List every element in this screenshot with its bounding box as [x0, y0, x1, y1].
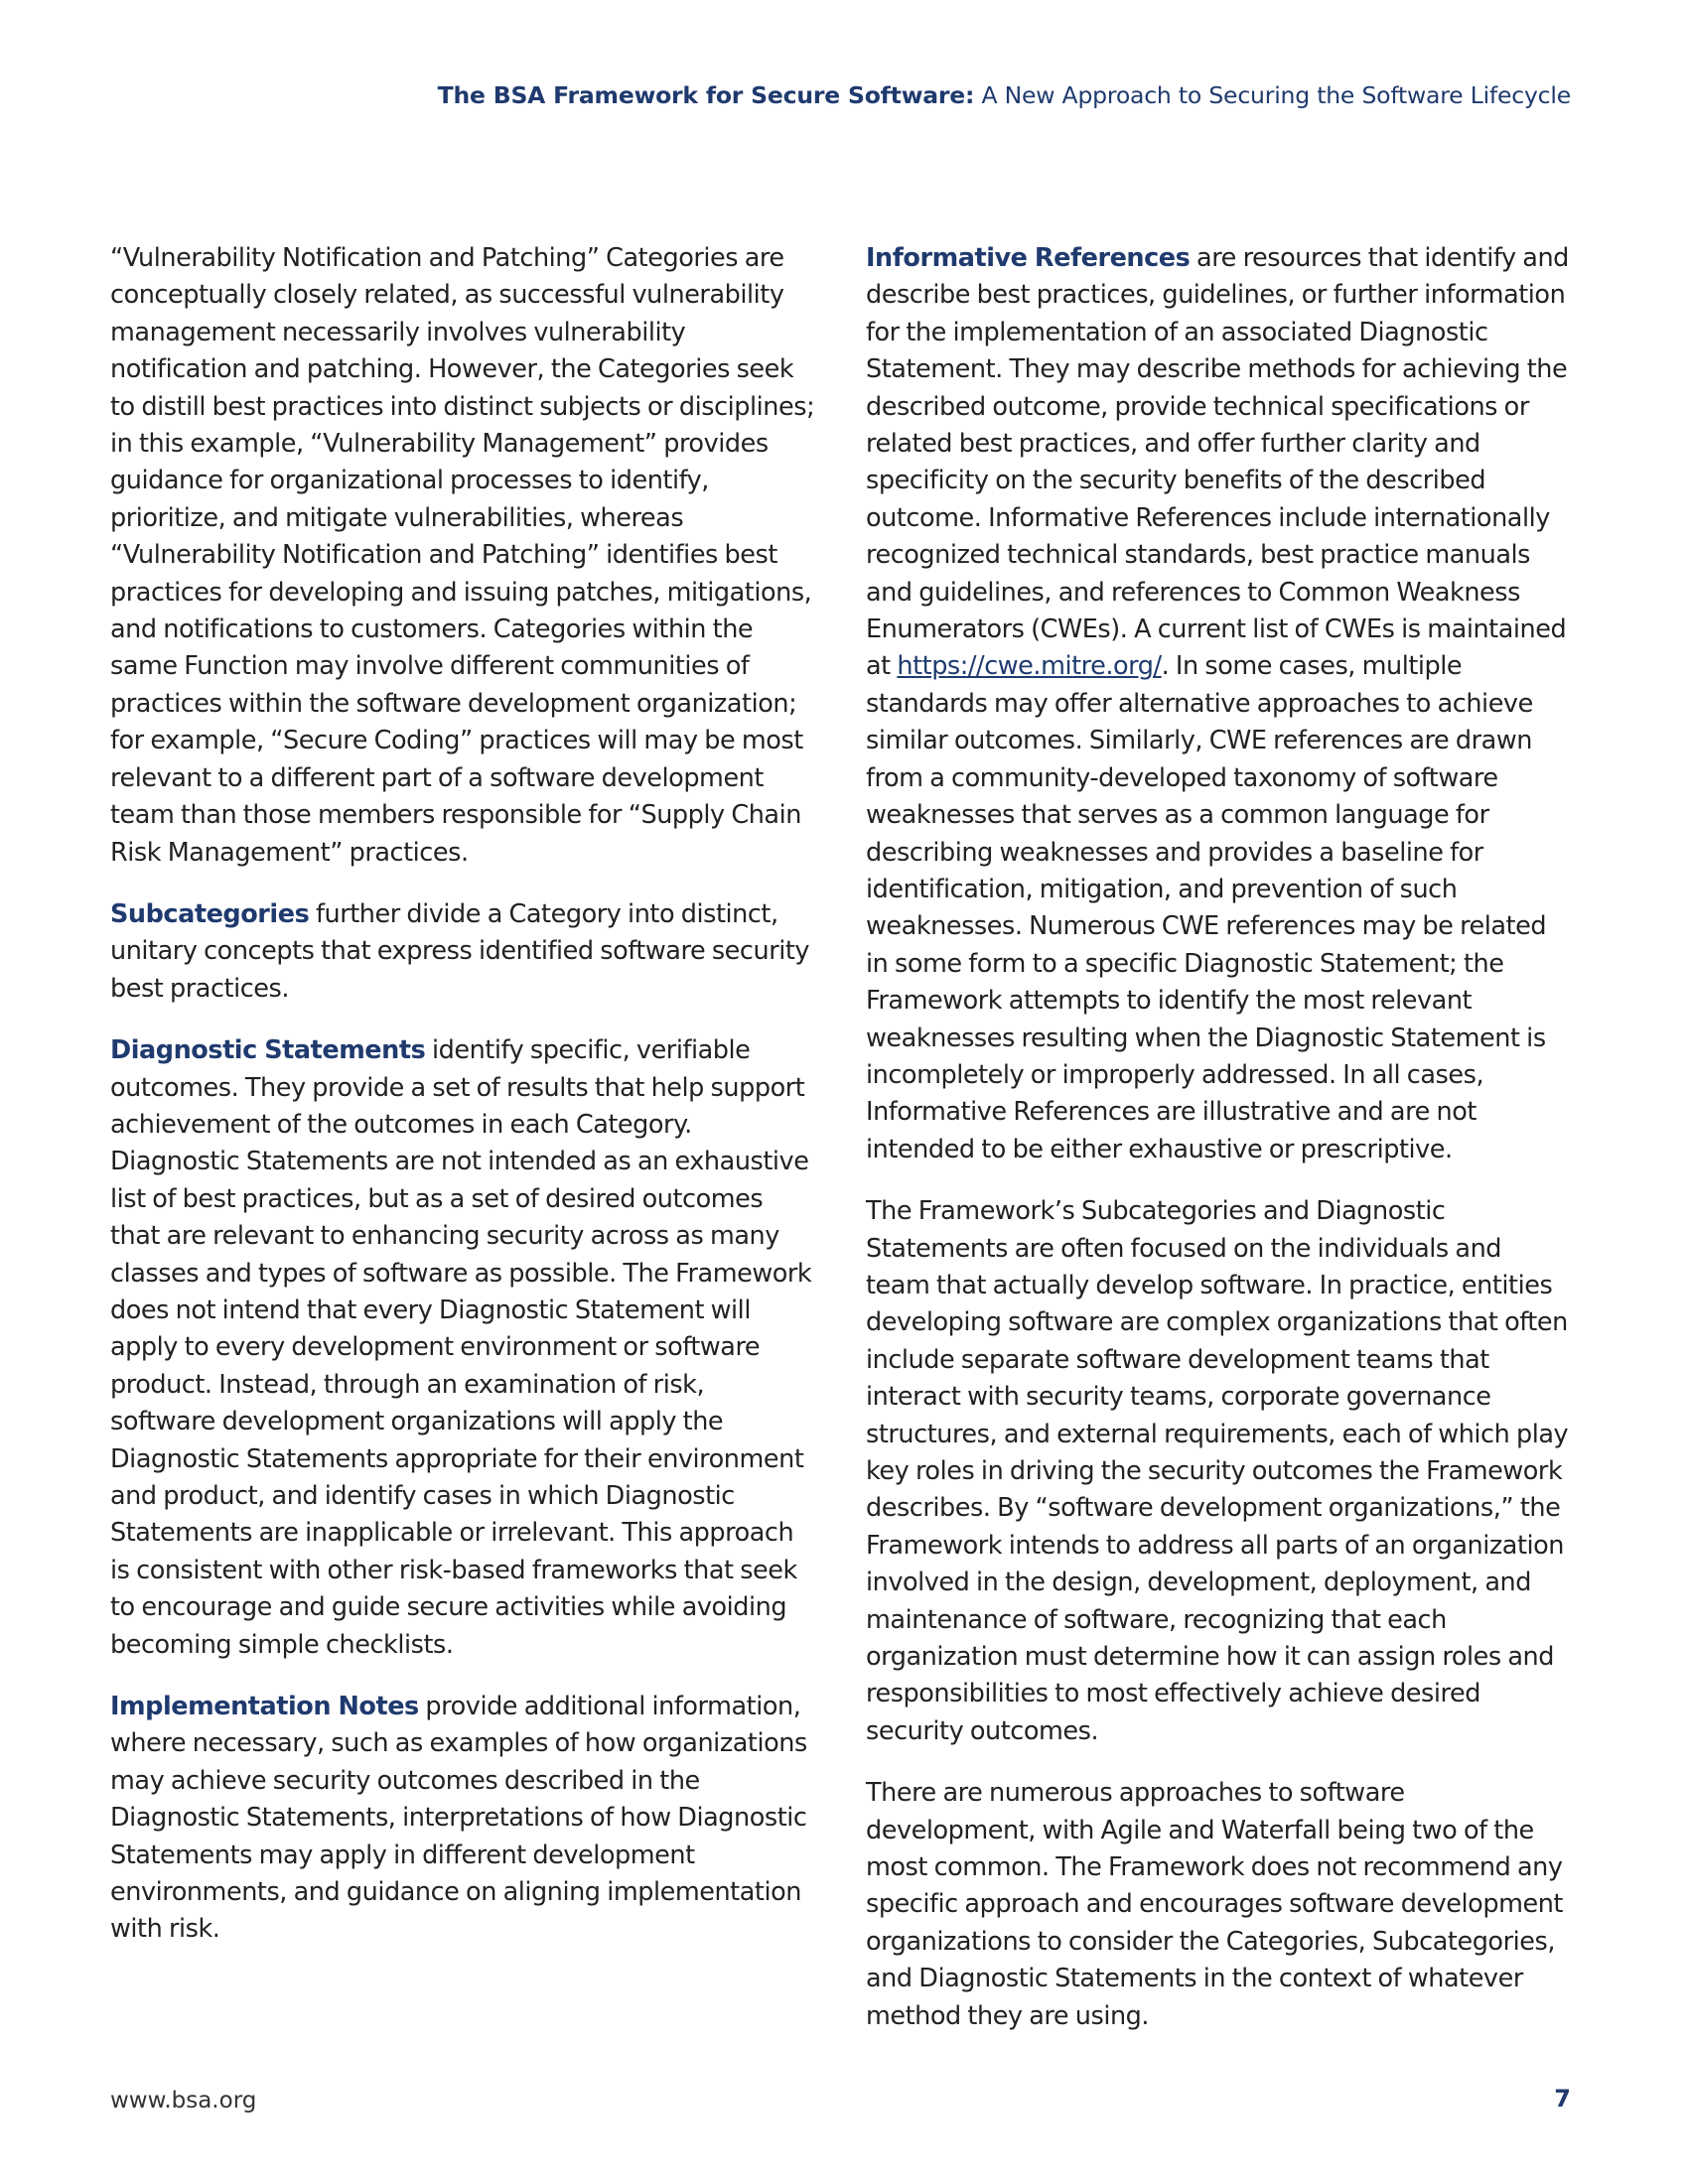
paragraph: [110, 896, 815, 1008]
left-column: [110, 240, 815, 1974]
paragraph: [110, 1689, 815, 1949]
paragraph: There are numerous approaches to software development, with Agile and Waterfall being two of the most common. The Framework does not recommend any specific approach and encourages software development organizations to consider the Categories, Subcategories, and Diagnostic Statements in the context of whatever method they are using.: [866, 1778, 1563, 2031]
paragraph-text: . In some cases, multiple standards may offer alternative approaches to achieve similar outcomes. Similarly, CWE references are drawn from a community-developed taxonomy of software weaknesses that serves as a common language for describing weaknesses and provides a baseline for identification, mitigation, and prevention of such weaknesses. Numerous CWE references may be related in some form to a specific Diagnostic Statement; the Framework attempts to identify the most relevant weaknesses resulting when the Diagnostic Statement is incompletely or improperly addressed. In all cases, Informative References are illustrative and are not intended to be either exhaustive or prescriptive.: [866, 651, 1547, 1164]
right-column: [866, 240, 1571, 2060]
term-diagnostic-statements: Diagnostic Statements: [110, 1035, 426, 1066]
paragraph-text: identify specific, verifiable outcomes. They provide a set of results that help support achievement of the outcomes in each Category. Diagnostic Statements are not intended as an exhaustive list of best practices, but as a set of desired outcomes that are relevant to enhancing security across as many classes and types of software as possible. The Framework does not intend that every Diagnostic Statement will apply to every development environment or software product. Instead, through an examination of risk, software development organizations will apply the Diagnostic Statements appropriate for their environment and product, and identify cases in which Diagnostic Statements are inapplicable or irrelevant. This approach is consistent with other risk-based frameworks that seek to encourage and guide secure activities while avoiding becoming simple checklists.: [110, 1035, 812, 1660]
term-subcategories: Subcategories: [110, 898, 310, 929]
footer-url: www.bsa.org: [110, 2088, 257, 2114]
page-number: 7: [1554, 2085, 1571, 2113]
header-title-bold: The BSA Framework for Secure Software:: [437, 81, 975, 109]
term-informative-references: Informative References: [866, 243, 1191, 273]
running-header: [438, 81, 1571, 109]
paragraph: “Vulnerability Notification and Patching” Categories are conceptually closely related, as successful vulnerability management necessarily involves vulnerability notification and patching. However, the Categories seek to distill best practices into distinct subjects or disciplines; in this example, “Vulnerability Management” provides guidance for organizational processes to identify, prioritize, and mitigate vulnerabilities, whereas “Vulnerability Notification and Patching” identifies best practices for developing and issuing patches, mitigations, and notifications to customers. Categories within the same Function may involve different communities of practices within the software development organization; for example, “Secure Coding” practices will may be most relevant to a different part of a software development team than those members responsible for “Supply Chain Risk Management” practices.: [110, 243, 815, 868]
cwe-link[interactable]: https://cwe.mitre.org/: [897, 651, 1162, 682]
paragraph: The Framework’s Subcategories and Diagnostic Statements are often focused on the individuals and team that actually develop software. In practice, entities developing software are complex organizations that often include separate software development teams that interact with security teams, corporate governance structures, and external requirements, each of which play key roles in driving the security outcomes the Framework describes. By “software development organizations,” the Framework intends to address all parts of an organization involved in the design, development, deployment, and maintenance of software, recognizing that each organization must determine how it can assign roles and responsibilities to most effectively achieve desired security outcomes.: [866, 1196, 1569, 1746]
paragraph-text: provide additional information, where necessary, such as examples of how organizations may achieve security outcomes described in the Diagnostic Statements, interpretations of how Diagnostic Statements may apply in different development environments, and guidance on aligning implementation with risk.: [110, 1692, 807, 1945]
term-implementation-notes: Implementation Notes: [110, 1692, 419, 1722]
paragraph: [866, 240, 1571, 1168]
header-title-rest: A New Approach to Securing the Software Lifecycle: [974, 81, 1571, 109]
paragraph-text: further divide a Category into distinct, unitary concepts that express identified software security best practices.: [110, 898, 810, 1004]
paragraph-text: are resources that identify and describe best practices, guidelines, or further information for the implementation of an associated Diagnostic Statement. They may describe methods for achieving the described outcome, provide technical specifications or related best practices, and offer further clarity and specificity on the security benefits of the described outcome. Informative References include internationally recognized technical standards, best practice manuals and guidelines, and references to Common Weakness Enumerators (CWEs). A current list of CWEs is maintained at: [866, 243, 1569, 682]
paragraph: [110, 1032, 815, 1664]
